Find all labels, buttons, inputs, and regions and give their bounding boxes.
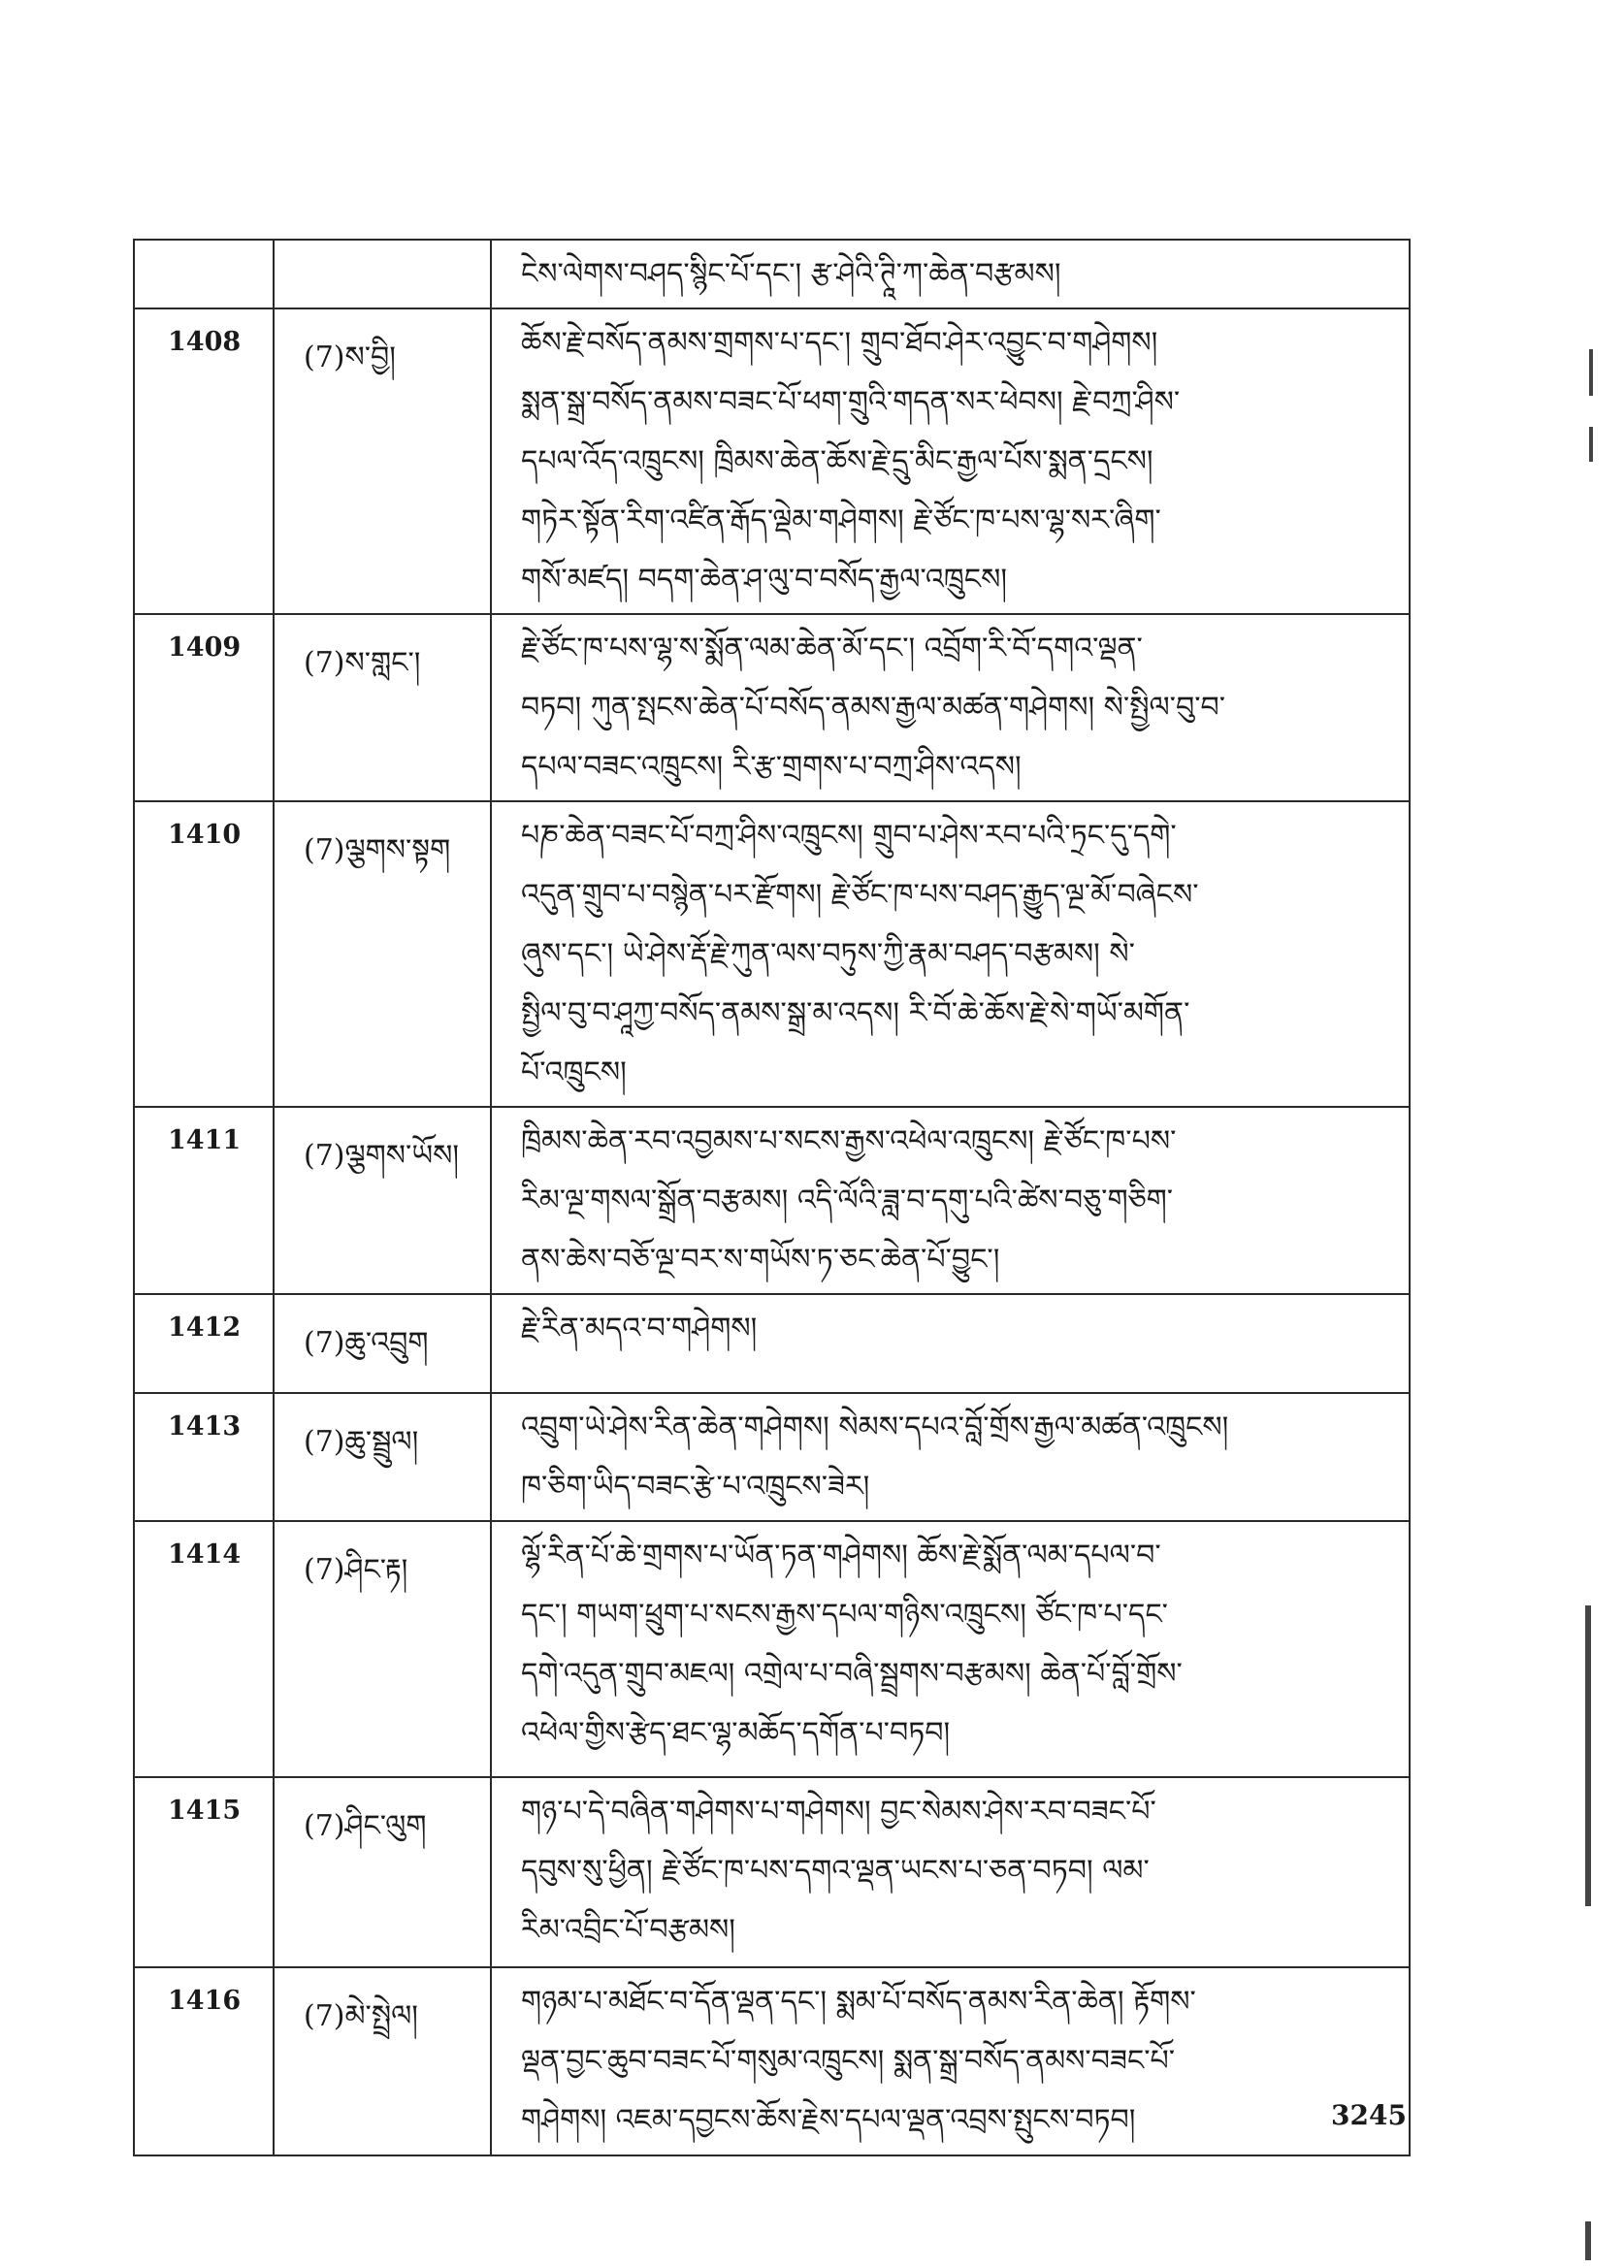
chronology-table-body (134, 240, 1410, 2155)
event-text-line: བཏབ། ཀུན་སྤངས་ཆེན་པོ་བསོད་ནམས་རྒྱལ་མཚན་གཤེགས། སེ་སྤྱིལ་བུ་བ་ (521, 691, 1226, 725)
event-text-line: པཎ་ཆེན་བཟང་པོ་བཀྲ་ཤིས་འཁྲུངས། གྲུབ་པ་ཤེས་རབ་པའི་ཏྲང་དུ་དགེ་ (521, 819, 1177, 853)
year-cell: 1408 (134, 308, 274, 614)
year-name-cell: (7)ཤིང་ལུག (274, 1777, 491, 1967)
page-number: 3245 (1331, 2099, 1407, 2131)
year-name-cell: (7)ས་གླང་། (274, 614, 491, 801)
year-cell: 1410 (134, 801, 274, 1107)
table-row (134, 1777, 1410, 1967)
event-text-line: ཁ་ཅིག་ཡིད་བཟང་རྩེ་པ་འཁྲུངས་ཟེར། (521, 1470, 870, 1504)
year-name-cell: (7)ཤིང་རྟ། (274, 1521, 491, 1777)
event-text-line: དང་། གཡག་ཕྲུག་པ་སངས་རྒྱས་དཔལ་གཉིས་འཁྲུངས། ཙོང་ཁ་པ་དང་ (521, 1598, 1168, 1632)
scan-edge-mark (1585, 1605, 1591, 1906)
event-text-line: འདུན་གྲུབ་པ་བསྙེན་པར་རྫོགས། རྗེ་ཙོང་ཁ་པས་བཤད་རྒྱུད་ལྔ་མོ་བཞེངས་ (521, 878, 1199, 912)
events-cell (491, 308, 1410, 614)
event-text-line: གཤེགས། འཇམ་དབྱངས་ཆོས་རྗེས་དཔལ་ལྡན་འབྲས་སྤུངས་བཏབ། (521, 2103, 1136, 2137)
event-text-line: རྗེ་རིན་མདའ་བ་གཤེགས། (521, 1312, 758, 1345)
year-cell: 1412 (134, 1294, 274, 1393)
table-row (134, 1107, 1410, 1294)
event-text-line: ཞུས་དང་། ཡེ་ཤེས་རྡོ་རྗེ་ཀུན་ལས་བཏུས་ཀྱི་རྣམ་བཤད་བརྩམས། སེ་ (521, 937, 1135, 971)
event-text-line: རིམ་ལྔ་གསལ་སྒྲོན་བརྩམས། འདི་ལོའི་ཟླ་བ་དགུ་པའི་ཚེས་བཅུ་གཅིག་ (521, 1183, 1174, 1217)
event-text-line: ངེས་ལེགས་བཤད་སྙིང་པོ་དང་། རྩ་ཤེའི་ཊཱི་ཀ་ཆེན་བརྩམས། (521, 257, 1061, 291)
events-cell (491, 614, 1410, 801)
chronology-table (133, 239, 1411, 2156)
year-cell (134, 240, 274, 308)
event-text-line: དཔལ་བཟང་འཁྲུངས། རི་རྩ་གྲགས་པ་བཀྲ་ཤིས་འདས། (521, 750, 1022, 784)
event-text-line: རིམ་འབྲིང་པོ་བརྩམས། (521, 1913, 735, 1947)
events-cell (491, 1294, 1410, 1393)
event-text-line: འབྲུག་ཡེ་ཤེས་རིན་ཆེན་གཤེགས། སེམས་དཔའ་བློ་གྲོས་རྒྱལ་མཚན་འཁྲུངས། (521, 1410, 1229, 1444)
scan-edge-mark (1589, 427, 1593, 462)
table-row (134, 1294, 1410, 1393)
table-row (134, 308, 1410, 614)
event-text-line: གཉ་པ་དེ་བཞིན་གཤེགས་པ་གཤེགས། བྱང་སེམས་ཤེས་རབ་བཟང་པོ་ (521, 1795, 1156, 1829)
events-cell (491, 801, 1410, 1107)
events-cell (491, 1107, 1410, 1294)
events-cell (491, 240, 1410, 308)
event-text-line: དགེ་འདུན་གྲུབ་མཇལ། འགྲེལ་པ་བཞི་སྦྲགས་བརྩམས། ཆེན་པོ་བློ་གྲོས་ (521, 1657, 1183, 1691)
event-text-line: ནས་ཆེས་བཅོ་ལྔ་བར་ས་གཡོས་ཏ་ཅང་ཆེན་པོ་བྱུང་། (521, 1243, 1000, 1277)
event-text-line: སྨན་སྒྲ་བསོད་ནམས་བཟང་པོ་ཕག་གྲུའི་གདན་སར་ཕེབས། རྗེ་བཀྲ་ཤིས་ (521, 385, 1181, 419)
table-row (134, 1967, 1410, 2155)
scan-edge-mark (1585, 2221, 1591, 2260)
event-text-line: གསོ་མཛད། བདག་ཆེན་ཤ་ལུ་བ་བསོད་རྒྱལ་འཁྲུངས། (521, 563, 1008, 597)
year-cell: 1414 (134, 1521, 274, 1777)
table-row (134, 801, 1410, 1107)
year-cell: 1413 (134, 1393, 274, 1521)
event-text-line: ཆོས་རྗེ་བསོད་ནམས་གྲགས་པ་དང་། གྲུབ་ཐོབ་ཤེར་འབྱུང་བ་གཤེགས། (521, 326, 1158, 360)
event-text-line: གཉམ་པ་མཐོང་བ་དོན་ལྡན་དང་། སྨམ་པོ་བསོད་ནམས་རིན་ཆེན། རྟོགས་ (521, 1985, 1196, 2019)
events-cell (491, 1521, 1410, 1777)
year-name-cell: (7)ཆུ་འབྲུག (274, 1294, 491, 1393)
year-cell: 1416 (134, 1967, 274, 2155)
scan-edge-mark (1589, 349, 1593, 396)
event-text-line: དབུས་སུ་ཕྱིན། རྗེ་ཙོང་ཁ་པས་དགའ་ལྡན་ཡངས་པ་ཅན་བཏབ། ལམ་ (521, 1854, 1150, 1888)
year-name-cell: (7)ལྕགས་སྟག (274, 801, 491, 1107)
table-row (134, 614, 1410, 801)
event-text-line: ལྡན་བྱང་ཆུབ་བཟང་པོ་གསུམ་འཁྲུངས། སྨན་སྒྲ་བསོད་ནམས་བཟང་པོ་ (521, 2044, 1176, 2078)
event-text-line: གཏེར་སྟོན་རིག་འཛིན་རྒོད་ལྡེམ་གཤེགས། རྗེ་ཙོང་ཁ་པས་ལྷ་སར་ཞིག་ (521, 503, 1161, 537)
year-cell: 1409 (134, 614, 274, 801)
events-cell (491, 1777, 1410, 1967)
year-name-cell (274, 240, 491, 308)
event-text-line: ཁྲིམས་ཆེན་རབ་འབྱམས་པ་སངས་རྒྱས་འཕེལ་འཁྲུངས། རྗེ་ཙོང་ཁ་པས་ (521, 1124, 1177, 1158)
event-text-line: པོ་འཁྲུངས། (521, 1055, 627, 1089)
year-name-cell: (7)ས་བྱི། (274, 308, 491, 614)
table-row (134, 1521, 1410, 1777)
year-cell: 1415 (134, 1777, 274, 1967)
year-name-cell: (7)ལྕགས་ཡོས། (274, 1107, 491, 1294)
event-text-line: སྤྱིལ་བུ་བ་ཤཱཀྱ་བསོད་ནམས་སྒྲ་མ་འདས། རི་བོ་ཆེ་ཆོས་རྗེ་སེ་གཡོ་མགོན་ (521, 996, 1190, 1030)
event-text-line: ལྷོ་རིན་པོ་ཆེ་གྲགས་པ་ཡོན་ཏན་གཤེགས། ཆོས་རྗེ་སྨོན་ལམ་དཔལ་བ་ (521, 1539, 1161, 1572)
event-text-line: དཔལ་འོད་འཁྲུངས། ཁྲིམས་ཆེན་ཆོས་རྗེ་དྲུ་མིང་རྒྱལ་པོས་སྨན་དྲངས། (521, 444, 1153, 478)
events-cell (491, 1967, 1410, 2155)
table-row (134, 240, 1410, 308)
events-cell (491, 1393, 1410, 1521)
event-text-line: རྗེ་ཙོང་ཁ་པས་ལྷ་ས་སྨོན་ལམ་ཆེན་མོ་དང་། འབྲོག་རི་བོ་དགའ་ལྡན་ (521, 632, 1143, 665)
event-text-line: འཕེལ་གྱིས་རྩེད་ཐང་ལྷ་མཆོད་དགོན་པ་བཏབ། (521, 1716, 951, 1750)
year-name-cell: (7)མེ་སྤྲེལ། (274, 1967, 491, 2155)
year-name-cell: (7)ཆུ་སྦྲུལ། (274, 1393, 491, 1521)
year-cell: 1411 (134, 1107, 274, 1294)
table-row (134, 1393, 1410, 1521)
